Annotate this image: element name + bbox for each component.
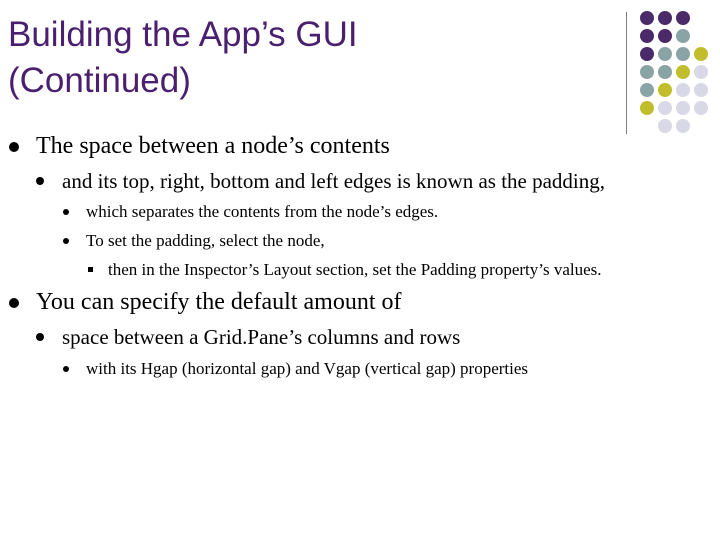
round-bullet-icon bbox=[36, 333, 44, 341]
dot bbox=[676, 47, 690, 61]
square-bullet-icon bbox=[88, 267, 93, 272]
round-bullet-icon bbox=[9, 298, 19, 308]
bullet-text: with its Hgap (horizontal gap) and Vgap (vertical gap) properties bbox=[86, 359, 529, 378]
round-bullet-icon bbox=[63, 238, 69, 244]
round-bullet-icon bbox=[63, 366, 69, 372]
dot bbox=[640, 29, 654, 43]
bullet-text: space between a Grid.Pane’s columns and rows bbox=[62, 325, 461, 349]
dot bbox=[640, 83, 654, 97]
dot bbox=[658, 11, 672, 25]
dot bbox=[676, 101, 690, 115]
dot bbox=[658, 29, 672, 43]
dot bbox=[658, 119, 672, 133]
dot bbox=[640, 101, 654, 115]
dot bbox=[658, 65, 672, 79]
dot bbox=[676, 11, 690, 25]
round-bullet-icon bbox=[9, 142, 19, 152]
round-bullet-icon bbox=[36, 177, 44, 185]
round-bullet-icon bbox=[63, 209, 69, 215]
bullet-text: and its top, right, bottom and left edges is known as the padding, bbox=[62, 169, 606, 193]
dot bbox=[658, 83, 672, 97]
dot bbox=[658, 47, 672, 61]
bullet-text: which separates the contents from the node’s edges. bbox=[86, 202, 439, 221]
dot bbox=[640, 65, 654, 79]
dot bbox=[694, 47, 708, 61]
dot bbox=[694, 65, 708, 79]
dot bbox=[676, 119, 690, 133]
dot bbox=[676, 83, 690, 97]
title-line-1: Building the App’s GUI bbox=[8, 15, 358, 54]
bullet-text: The space between a node’s contents bbox=[36, 133, 390, 159]
title-line-2: (Continued) bbox=[8, 61, 191, 100]
dot bbox=[676, 65, 690, 79]
dot bbox=[640, 47, 654, 61]
bullet-text: You can specify the default amount of bbox=[36, 289, 402, 315]
dot bbox=[640, 11, 654, 25]
title-divider bbox=[626, 12, 627, 134]
dot bbox=[676, 29, 690, 43]
bullet-text: then in the Inspector’s Layout section, set the Padding property’s values. bbox=[108, 260, 602, 279]
dot bbox=[658, 101, 672, 115]
bullet-text: To set the padding, select the node, bbox=[86, 231, 325, 250]
dot bbox=[694, 83, 708, 97]
slide-title bbox=[8, 12, 358, 104]
dot bbox=[694, 101, 708, 115]
